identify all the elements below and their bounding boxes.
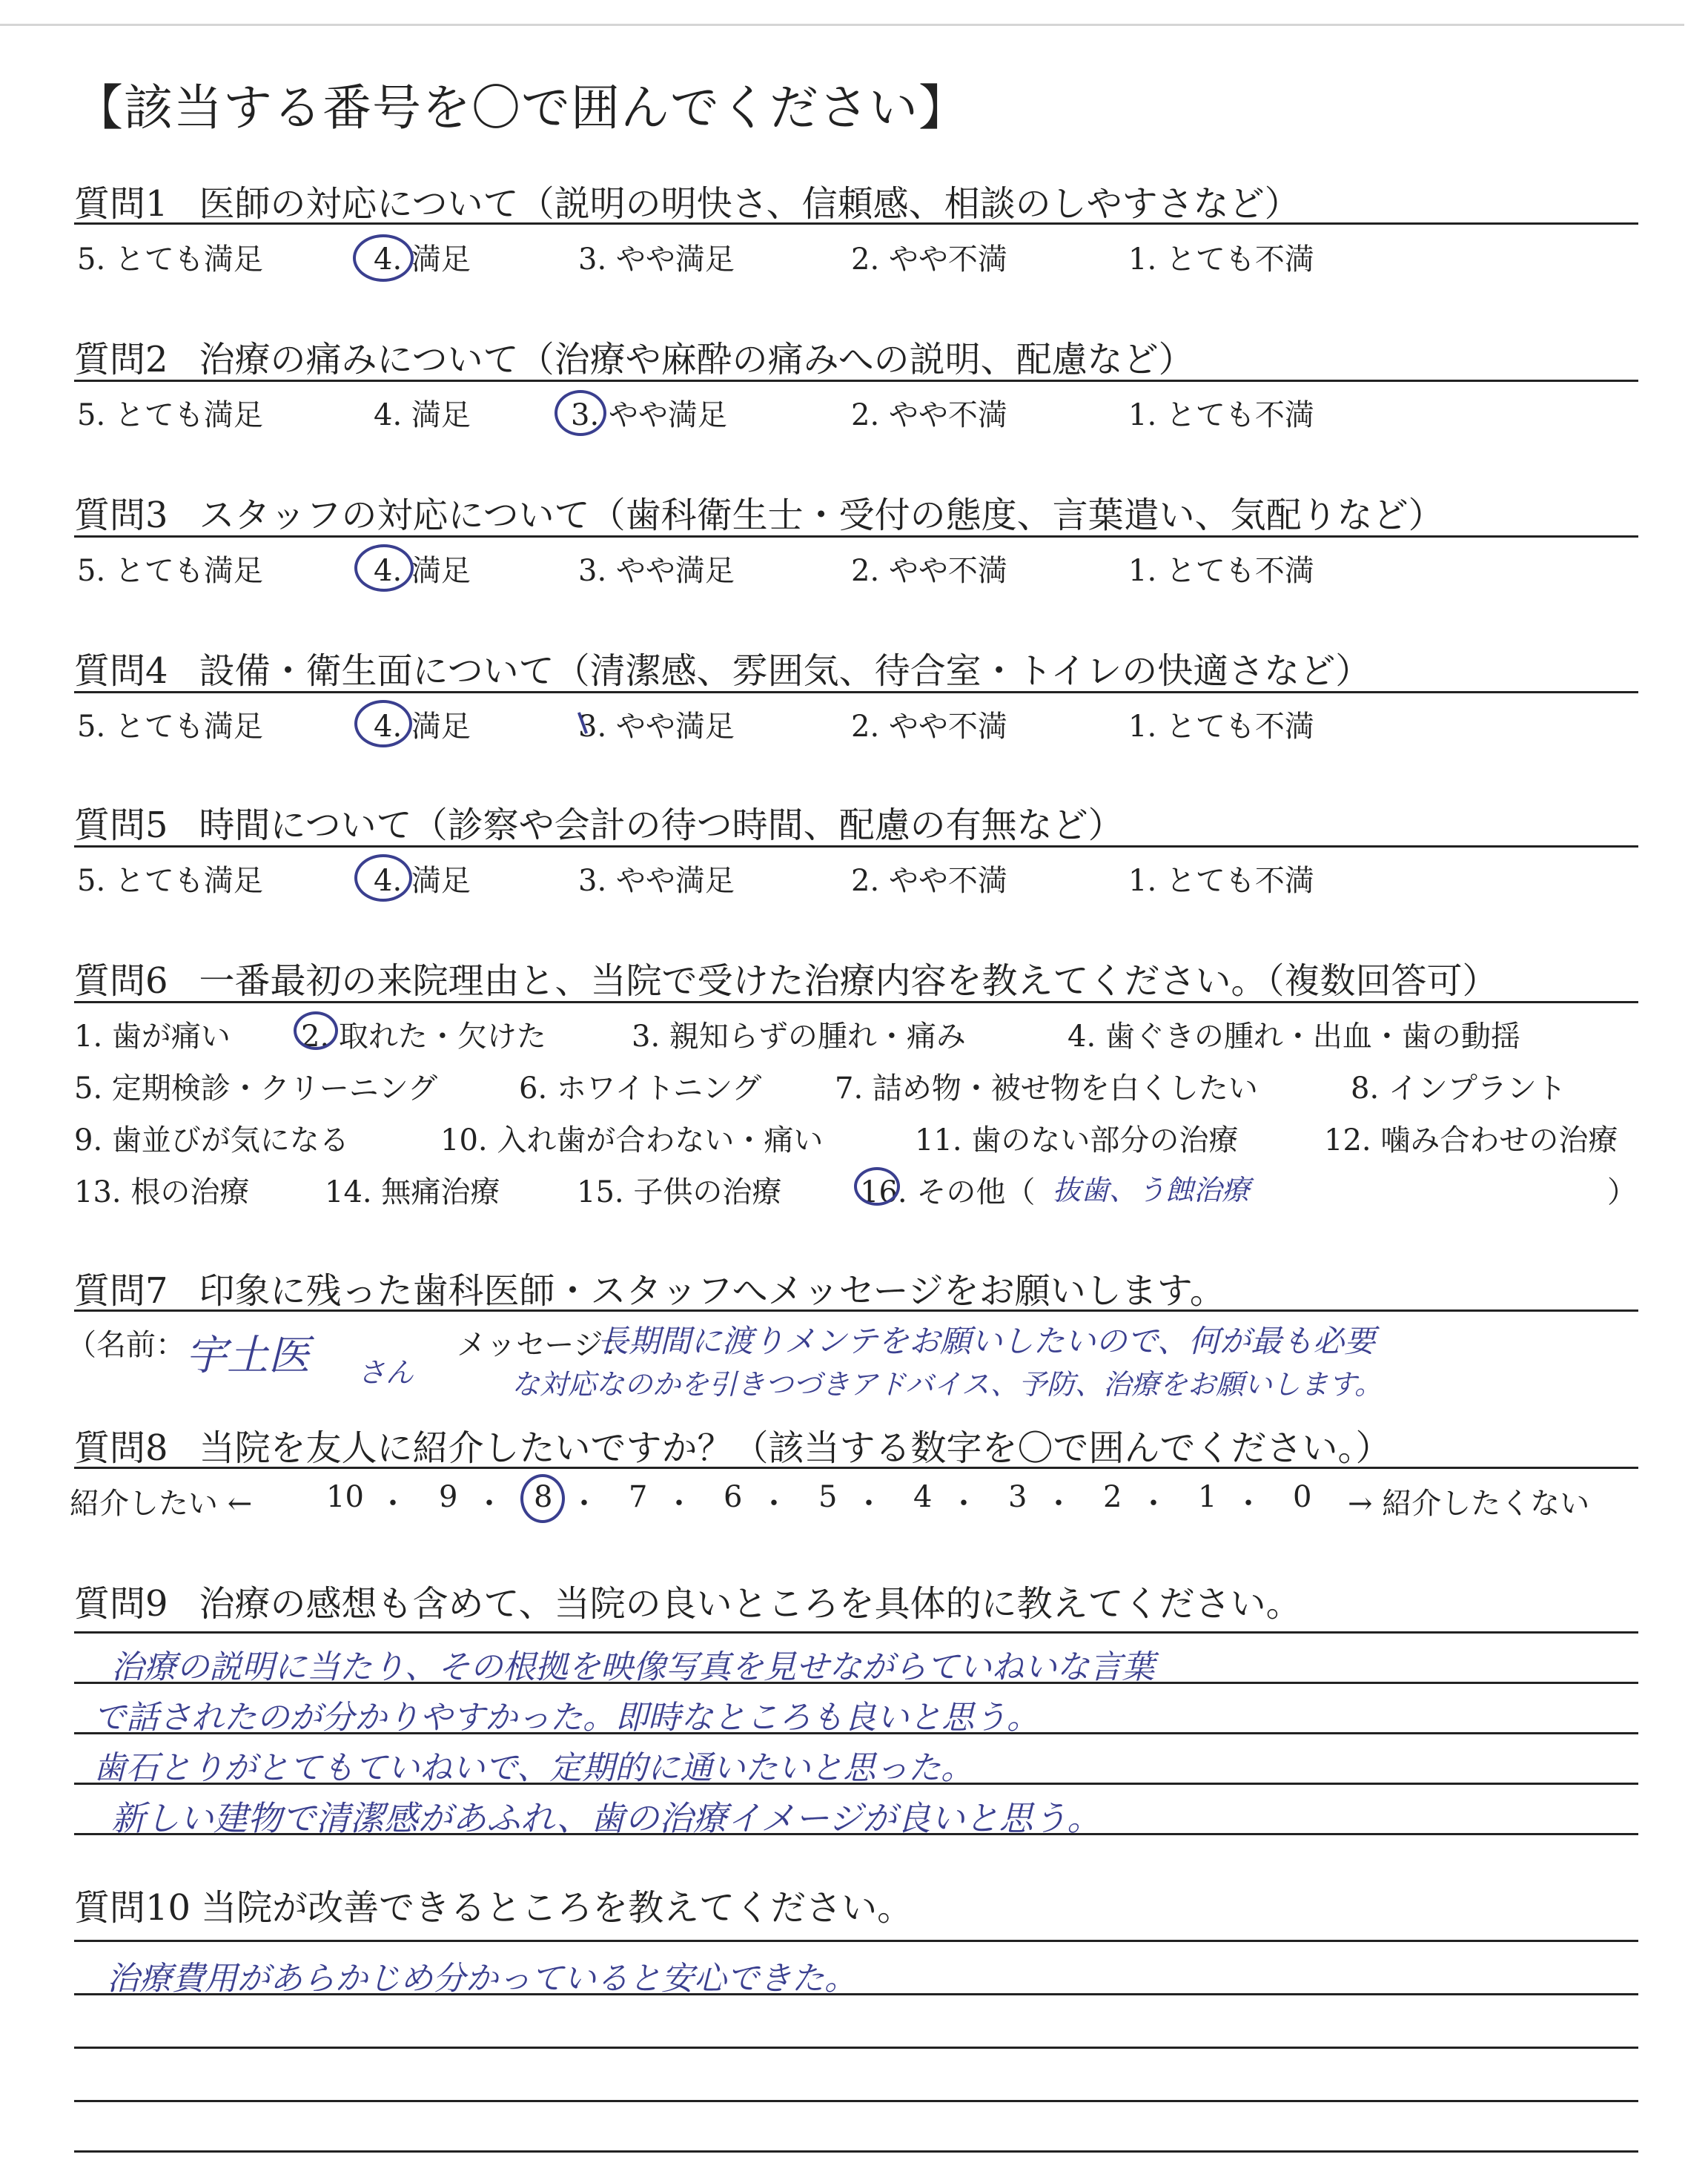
q3-option-2[interactable]: 2. やや不満 (851, 554, 1007, 588)
q8-scale-7[interactable]: 7 (629, 1480, 648, 1514)
q6-option-2[interactable]: 2. 取れた・欠けた (301, 1020, 546, 1054)
q1-option-4[interactable]: 4. 満足 (374, 242, 471, 277)
question-5-rule (74, 845, 1638, 848)
q3-option-5[interactable]: 5. とても満足 (77, 554, 263, 588)
q2-selection-circle (555, 390, 606, 436)
q5-option-4[interactable]: 4. 満足 (374, 864, 471, 898)
q10-answer-rule-4 (74, 2100, 1638, 2102)
question-number: 質問6 (74, 960, 168, 1002)
q6-selection-circle-16 (854, 1167, 900, 1206)
q4-option-1[interactable]: 1. とても不満 (1128, 710, 1314, 744)
question-7-rule (74, 1309, 1638, 1312)
question-9-title (74, 1575, 1302, 1626)
question-8-title (74, 1419, 1391, 1470)
question-number: 質問4 (74, 650, 168, 692)
q8-left-label: 紹介したい ← (70, 1487, 253, 1521)
question-number: 質問10 (74, 1887, 191, 1929)
question-5-title (74, 796, 1124, 848)
q10-answer-line-1: 治療費用があらかじめ分かっていると安心できた。 (107, 1960, 857, 1998)
q8-scale-2[interactable]: 2 (1103, 1480, 1122, 1514)
question-text: 当院が改善できるところを教えてください。 (201, 1887, 913, 1929)
q2-option-2[interactable]: 2. やや不満 (851, 398, 1007, 432)
q3-option-4[interactable]: 4. 満足 (374, 554, 471, 588)
question-text: 治療の痛みについて（治療や麻酔の痛みへの説明、配慮など） (199, 339, 1194, 380)
q10-answer-rule-5 (74, 2150, 1638, 2153)
q6-option-16[interactable]: 16. その他（ (860, 1175, 1036, 1209)
q7-name-suffix: さん (357, 1356, 414, 1389)
q4-option-5[interactable]: 5. とても満足 (77, 710, 263, 744)
q6-option-1[interactable]: 1. 歯が痛い (74, 1020, 231, 1054)
q3-option-1[interactable]: 1. とても不満 (1128, 554, 1314, 588)
q9-answer-line-2: で話されたのが分かりやすかった。即時なところも良いと思う。 (93, 1699, 1039, 1737)
question-7-title (74, 1262, 1225, 1313)
q4-option-4[interactable]: 4. 満足 (374, 710, 471, 744)
question-3-title (74, 486, 1444, 538)
question-text: 一番最初の来院理由と、当院で受けた治療内容を教えてください。（複数回答可） (199, 960, 1498, 1002)
q8-scale-8[interactable]: 8 (534, 1480, 553, 1514)
question-number: 質問5 (74, 805, 168, 846)
q6-option-13[interactable]: 13. 根の治療 (74, 1175, 250, 1209)
question-1-title (74, 175, 1300, 226)
q6-option-7[interactable]: 7. 詰め物・被せ物を白くしたい (835, 1071, 1258, 1106)
q1-option-2[interactable]: 2. やや不満 (851, 242, 1007, 277)
q1-option-5[interactable]: 5. とても満足 (77, 242, 263, 277)
q4-option-3[interactable]: 3. やや満足 (578, 710, 735, 744)
q8-scale-6[interactable]: 6 (724, 1480, 743, 1514)
question-1-rule (74, 222, 1638, 225)
q7-message-line-2: な対応なのかを引きつづきアドバイス、予防、治療をお願いします。 (512, 1368, 1383, 1401)
q1-selection-circle (353, 234, 414, 282)
q6-option-15[interactable]: 15. 子供の治療 (577, 1175, 782, 1209)
q10-answer-rule-1 (74, 1940, 1638, 1942)
q5-option-5[interactable]: 5. とても満足 (77, 864, 263, 898)
question-text: 医師の対応について（説明の明快さ、信頼感、相談のしやすさなど） (199, 183, 1300, 225)
question-text: 設備・衛生面について（清潔感、雰囲気、待合室・トイレの快適さなど） (199, 650, 1371, 692)
question-text: 当院を友人に紹介したいですか？（該当する数字を〇で囲んでください。） (199, 1427, 1391, 1469)
q6-option-4[interactable]: 4. 歯ぐきの腫れ・出血・歯の動揺 (1068, 1020, 1520, 1054)
q3-selection-circle (354, 544, 414, 592)
question-number: 質問3 (74, 495, 168, 536)
q6-option-14[interactable]: 14. 無痛治療 (325, 1175, 500, 1209)
q8-selection-circle (520, 1474, 565, 1523)
q8-scale-1[interactable]: 1 (1198, 1480, 1217, 1514)
q6-option-5[interactable]: 5. 定期検診・クリーニング (74, 1071, 438, 1106)
q8-scale-10[interactable]: 10 (326, 1480, 364, 1514)
question-number: 質問2 (74, 339, 168, 380)
q9-answer-rule-1 (74, 1631, 1638, 1634)
q8-scale-0[interactable]: 0 (1293, 1480, 1312, 1514)
question-text: スタッフの対応について（歯科衛生士・受付の態度、言葉遣い、気配りなど） (199, 495, 1444, 536)
q6-option-3[interactable]: 3. 親知らずの腫れ・痛み (632, 1020, 966, 1054)
q6-option-12[interactable]: 12. 噛み合わせの治療 (1324, 1123, 1618, 1157)
question-2-title (74, 331, 1194, 382)
q5-option-2[interactable]: 2. やや不満 (851, 864, 1007, 898)
q6-option-6[interactable]: 6. ホワイトニング (519, 1071, 762, 1106)
question-number: 質問1 (74, 183, 168, 225)
q5-option-3[interactable]: 3. やや満足 (578, 864, 735, 898)
q9-answer-line-1: 治療の説明に当たり、その根拠を映像写真を見せながらていねいな言葉 (111, 1648, 1155, 1686)
q7-name-handwritten: 宇土医 (185, 1332, 310, 1380)
q2-option-3[interactable]: 3. やや満足 (571, 398, 727, 432)
q3-option-3[interactable]: 3. やや満足 (578, 554, 735, 588)
question-3-rule (74, 535, 1638, 538)
page-header: 【該当する番号を〇で囲んでください】 (74, 79, 968, 136)
q9-answer-line-3: 歯石とりがとてもていねいで、定期的に通いたいと思った。 (93, 1749, 974, 1787)
top-rule (0, 24, 1684, 26)
question-number: 質問7 (74, 1270, 168, 1312)
q10-answer-rule-3 (74, 2047, 1638, 2049)
q4-selection-circle (354, 700, 412, 747)
question-number: 質問9 (74, 1583, 168, 1625)
q2-option-5[interactable]: 5. とても満足 (77, 398, 263, 432)
q6-option-10[interactable]: 10. 入れ歯が合わない・痛い (440, 1123, 824, 1157)
question-6-title (74, 952, 1498, 1003)
question-text: 印象に残った歯科医師・スタッフへメッセージをお願いします。 (199, 1270, 1225, 1312)
q8-scale-4[interactable]: 4 (913, 1480, 933, 1514)
q5-selection-circle (354, 854, 412, 902)
question-8-rule (74, 1467, 1638, 1469)
question-4-rule (74, 691, 1638, 693)
q2-option-1[interactable]: 1. とても不満 (1128, 398, 1314, 432)
q7-message-line-1: 長期間に渡りメンテをお願いしたいので、何が最も必要 (598, 1323, 1376, 1359)
question-2-rule (74, 380, 1638, 382)
q7-name-label: （名前： (67, 1328, 185, 1362)
q1-option-3[interactable]: 3. やや満足 (578, 242, 735, 277)
q4-option-2[interactable]: 2. やや不満 (851, 710, 1007, 744)
q9-answer-line-4: 新しい建物で清潔感があふれ、歯の治療イメージが良いと思う。 (111, 1798, 1102, 1838)
question-number: 質問8 (74, 1427, 168, 1469)
q6-other-close-paren: ） (1607, 1175, 1637, 1209)
q6-option-11[interactable]: 11. 歯のない部分の治療 (915, 1123, 1239, 1157)
q1-option-1[interactable]: 1. とても不満 (1128, 242, 1314, 277)
q6-other-handwritten: 抜歯、う蝕治療 (1053, 1174, 1251, 1206)
q8-right-label: → 紹介したくない (1348, 1487, 1590, 1521)
q7-message-label: メッセージ： (457, 1328, 633, 1362)
q5-option-1[interactable]: 1. とても不満 (1128, 864, 1314, 898)
q2-option-4[interactable]: 4. 満足 (374, 398, 471, 432)
q6-selection-circle-2 (294, 1011, 338, 1050)
question-4-title (74, 642, 1371, 693)
q8-scale-5[interactable]: 5 (818, 1480, 838, 1514)
question-10-title (74, 1879, 913, 1930)
q6-option-9[interactable]: 9. 歯並びが気になる (74, 1123, 349, 1157)
q6-option-8[interactable]: 8. インプラント (1351, 1071, 1566, 1106)
q8-scale-9[interactable]: 9 (439, 1480, 458, 1514)
question-text: 治療の感想も含めて、当院の良いところを具体的に教えてください。 (199, 1583, 1302, 1625)
question-text: 時間について（診察や会計の待つ時間、配慮の有無など） (199, 805, 1124, 846)
question-6-rule (74, 1001, 1638, 1003)
q8-scale-3[interactable]: 3 (1008, 1480, 1027, 1514)
